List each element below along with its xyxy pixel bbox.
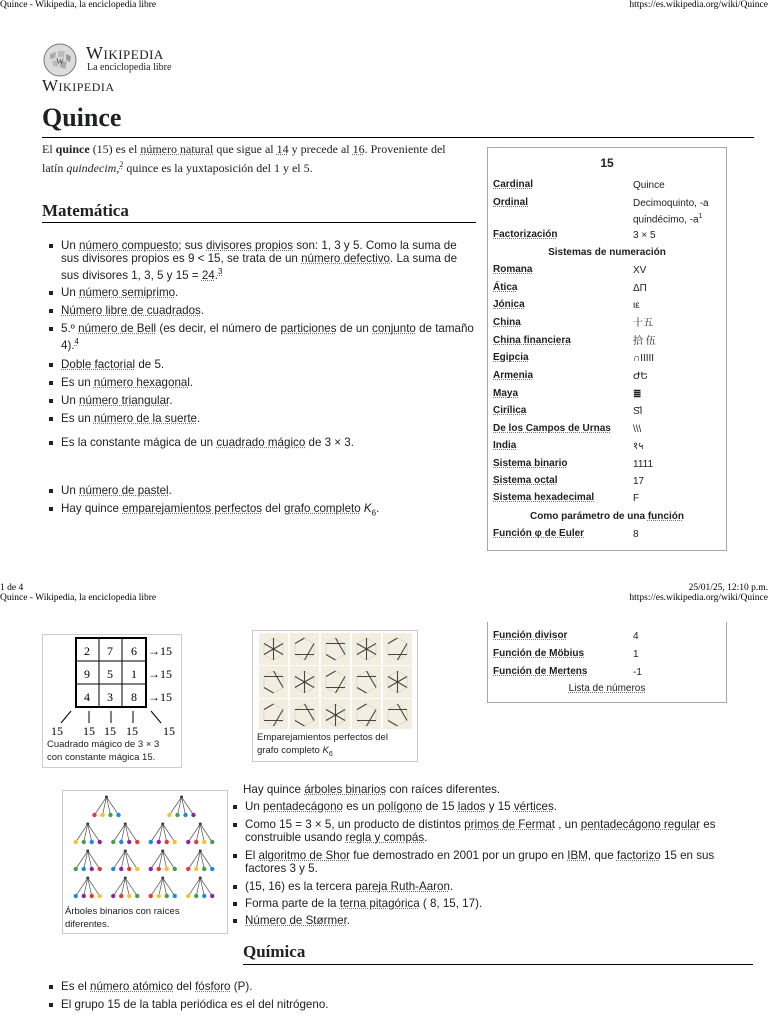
link-grafo-completo[interactable]: grafo completo xyxy=(284,501,361,515)
list-item: Un número de pastel. xyxy=(44,484,484,497)
binary-trees-caption: Árboles binarios con raíces diferentes. xyxy=(65,906,180,930)
infobox: 15 Cardinal Quince Ordinal Decimoquinto, -a quindécimo, $-a^1$ Factorización 3 × 5 Sistemas de numeración Romana XV Ática ΔΠ Jónica ιε China 十五 China financiera 拾 伍 Egipcia ∩IIIII Armenia ԺԵ Maya ≣ Cirílica Ѕ҃І De los Campos de Urnas \\\ India १५ Sistema binario 1111 Sistema octal 17 Sistema hexadecimal F Como parámetro de una función Función φ de Euler 8 xyxy=(487,147,727,551)
chem-list xyxy=(44,980,744,1011)
tree-leaf xyxy=(100,813,104,817)
list-item: Doble factorial de 5. xyxy=(44,358,484,371)
link-doble-factorial[interactable]: Doble factorial xyxy=(61,357,136,371)
magic-cell: 1 xyxy=(131,667,137,681)
tree-leaf xyxy=(194,867,198,871)
list-item: El grupo 15 de la tabla periódica es el del nitrógeno. xyxy=(44,998,744,1011)
magic-col-sum: 15 xyxy=(126,724,138,738)
page-title: Quince xyxy=(42,103,122,132)
matching-cell xyxy=(383,699,412,729)
magic-row-sum: →15 xyxy=(148,667,172,681)
tree-leaf xyxy=(167,813,171,817)
tree-leaf xyxy=(82,840,86,844)
link-emparejamientos-perfectos[interactable]: emparejamientos perfectos xyxy=(122,501,263,515)
tree-leaf xyxy=(82,894,86,898)
link-numero-semiprimo[interactable]: número semiprimo xyxy=(79,285,176,299)
tree-leaf xyxy=(119,840,123,844)
link-numero-de-la-suerte[interactable]: número de la suerte xyxy=(93,411,197,425)
link-lista-de-numeros[interactable]: Lista de números xyxy=(568,683,646,694)
link-ibm[interactable]: IBM xyxy=(567,849,588,862)
list-item: Forma parte de la terna pitagórica ( 8, 15, 17). xyxy=(228,897,748,910)
tree-leaf xyxy=(74,894,78,898)
wikipedia-tagline: La enciclopedia libre xyxy=(87,62,172,73)
trees-intro: Hay quince árboles binarios con raíces diferentes. xyxy=(243,783,501,796)
tree-leaf xyxy=(173,840,177,844)
tree-leaf xyxy=(135,894,139,898)
tree-leaf xyxy=(119,867,123,871)
magic-row-sum: →15 xyxy=(148,644,172,658)
section-divider xyxy=(243,964,753,965)
infobox-section-sistemas: Sistemas de numeración xyxy=(548,247,666,258)
tree-leaf xyxy=(92,813,96,817)
link-libre-de-cuadrados[interactable]: Número libre de cuadrados xyxy=(61,303,201,317)
print-footer-date: 25/01/25, 12:10 p.m. xyxy=(688,583,768,593)
print-header-url: https://es.wikipedia.org/wiki/Quince xyxy=(629,0,768,10)
tree-leaf xyxy=(202,867,206,871)
link-regla-y-compas[interactable]: regla y compás xyxy=(345,831,425,844)
tree-leaf xyxy=(90,894,94,898)
tree-leaf xyxy=(165,840,169,844)
list-item: Hay quince emparejamientos perfectos del grafo completo $K_6$. xyxy=(44,502,484,519)
tree-leaf xyxy=(116,813,120,817)
ref-4[interactable]: 4 xyxy=(74,336,79,346)
link-lados[interactable]: lados xyxy=(457,800,486,813)
lead-line-2: latín quindecim,$^2$ quince es la yuxtaposición del 1 y el 5. xyxy=(42,160,313,175)
link-numero-triangular[interactable]: número triangular xyxy=(79,393,170,407)
magic-col-sum: 15 xyxy=(104,724,116,738)
magic-col-sum: 15 xyxy=(51,724,63,738)
print-header-title: Quince - Wikipedia, la enciclopedia libre xyxy=(0,0,157,10)
perfect-matchings-caption: Emparejamientos perfectos del grafo completo $K_6$ xyxy=(257,732,388,758)
link-24[interactable]: 24 xyxy=(201,268,215,282)
magic-col-sum: 15 xyxy=(83,724,95,738)
perfect-matchings-figure xyxy=(252,630,418,762)
tree-leaf xyxy=(157,840,161,844)
tree-leaf xyxy=(111,840,115,844)
tree-leaf xyxy=(210,840,214,844)
list-item: El algoritmo de Shor fue demostrado en 2001 por un grupo en IBM, que factorizo 15 en sus factores 3 y 5. xyxy=(228,849,748,875)
tree-leaf xyxy=(186,840,190,844)
list-item: Es la constante mágica de un cuadrado mágico de 3 × 3. xyxy=(44,436,484,449)
magic-col-sum: 15 xyxy=(163,724,175,738)
magic-square-figure xyxy=(42,634,182,768)
tree-leaf xyxy=(127,840,131,844)
section-heading-quimica: Química xyxy=(243,942,306,961)
magic-cell: 7 xyxy=(107,644,113,658)
tree-leaf xyxy=(149,894,153,898)
link-cuadrado-magico[interactable]: cuadrado mágico xyxy=(216,435,306,449)
link-arboles-binarios[interactable]: árboles binarios xyxy=(304,783,387,796)
tree-leaf xyxy=(194,894,198,898)
magic-cell: 6 xyxy=(131,644,137,658)
tree-leaf xyxy=(82,867,86,871)
magic-cell: 3 xyxy=(107,690,113,704)
link-pentadecagono[interactable]: pentadecágono xyxy=(263,800,343,813)
lead-bold-term: quince xyxy=(55,142,90,156)
magic-cell: 4 xyxy=(84,690,90,704)
infobox-continued: Función divisor 4 Función de Möbius 1 Función de Mertens -1 Lista de números xyxy=(487,622,727,703)
link-conjunto[interactable]: conjunto xyxy=(372,321,416,335)
perfect-matchings-image[interactable] xyxy=(253,631,417,729)
wikipedia-wordmark: Wikipedia xyxy=(86,43,164,63)
list-item: Es un número de la suerte. xyxy=(44,412,484,425)
infobox-title: 15 xyxy=(600,156,614,170)
print-header-url-2: https://es.wikipedia.org/wiki/Quince xyxy=(629,593,768,603)
tree-leaf xyxy=(157,894,161,898)
tree-leaf xyxy=(191,813,195,817)
matching-cell xyxy=(290,699,319,729)
tree-leaf xyxy=(108,813,112,817)
tree-leaf xyxy=(74,867,78,871)
magic-cell: 9 xyxy=(84,667,90,681)
ref-2[interactable]: 2 xyxy=(119,160,124,169)
tree-leaf xyxy=(111,867,115,871)
math-list xyxy=(44,239,484,519)
link-16[interactable]: 16 xyxy=(352,142,365,156)
magic-row-sum: →15 xyxy=(148,690,172,704)
tree-leaf xyxy=(202,840,206,844)
tree-leaf xyxy=(183,813,187,817)
tree-leaf xyxy=(135,840,139,844)
link-divisores-propios[interactable]: divisores propios xyxy=(206,239,294,252)
list-item: (15, 16) es la tercera pareja Ruth-Aaron. xyxy=(228,880,748,893)
wikipedia-globe-icon[interactable] xyxy=(42,42,78,78)
infobox-section-funcion: Como parámetro de una función xyxy=(530,511,684,522)
svg-text:W: W xyxy=(56,57,64,66)
link-algoritmo-de-shor[interactable]: algoritmo de Shor xyxy=(258,849,351,862)
list-item: Número de Størmer. xyxy=(228,914,748,927)
lead-line-1: El quince (15) es el número natural que sigue al 14 y precede al 16. Proveniente del xyxy=(42,142,446,156)
matching-cell xyxy=(259,699,288,729)
link-numero-de-pastel[interactable]: número de pastel xyxy=(79,483,169,497)
section-divider xyxy=(42,222,476,223)
ref-3[interactable]: 3 xyxy=(217,267,223,276)
list-item: Un número compuesto; sus divisores propios son: 1, 3 y 5. Como la suma de sus divisores propios es 9 < 15, se trata de un número defectivo. La suma de sus divisores 1, 3, 5 y 15 = 24.$^3$ xyxy=(44,239,484,282)
tree-leaf xyxy=(173,867,177,871)
link-numero-atomico[interactable]: número atómico xyxy=(90,980,174,993)
number-facts-list xyxy=(228,800,748,927)
tree-leaf xyxy=(90,840,94,844)
section-heading-matematica: Matemática xyxy=(42,201,129,220)
tree-leaf xyxy=(149,867,153,871)
tree-leaf xyxy=(74,840,78,844)
link-factorizo[interactable]: factorizo xyxy=(616,849,661,862)
tree-leaf xyxy=(127,867,131,871)
magic-cell: 8 xyxy=(131,690,137,704)
tree-leaf xyxy=(98,867,102,871)
tree-leaf xyxy=(210,894,214,898)
binary-trees-figure xyxy=(62,790,228,934)
tree-leaf xyxy=(111,894,115,898)
tree-leaf xyxy=(127,894,131,898)
tree-leaf xyxy=(173,894,177,898)
tree-leaf xyxy=(98,840,102,844)
tree-leaf xyxy=(194,840,198,844)
link-fosforo[interactable]: fósforo xyxy=(195,980,231,993)
wikipedia-wordmark-secondary: Wikipedia xyxy=(42,76,115,95)
list-item: Un número triangular. xyxy=(44,394,484,407)
link-numero-compuesto[interactable]: número compuesto xyxy=(79,239,179,252)
link-poligono[interactable]: polígono xyxy=(377,800,423,813)
magic-cell: 5 xyxy=(107,667,113,681)
tree-leaf xyxy=(135,867,139,871)
print-footer-page: 1 de 4 xyxy=(0,583,24,593)
tree-leaf xyxy=(210,867,214,871)
tree-leaf xyxy=(175,813,179,817)
link-particiones[interactable]: particiones xyxy=(280,321,337,335)
link-14[interactable]: 14 xyxy=(276,142,289,156)
tree-leaf xyxy=(165,894,169,898)
list-item: Como 15 = 3 × 5, un producto de distintos primos de Fermat , un pentadecágono regular es construible usando regla y compás. xyxy=(228,818,748,844)
link-numero-natural[interactable]: número natural xyxy=(140,142,214,156)
tree-leaf xyxy=(186,894,190,898)
link-terna-pitagorica[interactable]: terna pitagórica xyxy=(339,897,420,910)
tree-leaf xyxy=(165,867,169,871)
binary-trees-image[interactable] xyxy=(63,791,227,903)
list-item: Es un número hexagonal. xyxy=(44,376,484,389)
link-primos-de-fermat[interactable]: primos de Fermat xyxy=(464,818,555,831)
list-item: Un número semiprimo. xyxy=(44,286,484,299)
link-vertices[interactable]: vértices xyxy=(513,800,554,813)
magic-square-image[interactable] xyxy=(43,635,181,739)
link-numero-hexagonal[interactable]: número hexagonal xyxy=(93,375,190,389)
list-item: Un pentadecágono es un polígono de 15 lados y 15 vértices. xyxy=(228,800,748,813)
magic-cell: 2 xyxy=(84,644,90,658)
print-header-title-2: Quince - Wikipedia, la enciclopedia libre xyxy=(0,593,157,603)
tree-leaf xyxy=(149,840,153,844)
tree-leaf xyxy=(90,867,94,871)
tree-leaf xyxy=(186,867,190,871)
title-divider xyxy=(42,137,754,138)
magic-square-caption: Cuadrado mágico de 3 × 3 con constante mágica 15. xyxy=(47,739,160,763)
link-pareja-ruth-aaron[interactable]: pareja Ruth-Aaron xyxy=(355,880,450,893)
link-numero-de-bell[interactable]: número de Bell xyxy=(78,321,157,335)
list-item: Número libre de cuadrados. xyxy=(44,304,484,317)
link-numero-defectivo[interactable]: número defectivo xyxy=(301,252,390,265)
tree-leaf xyxy=(119,894,123,898)
link-pentadecagono-regular[interactable]: pentadecágono regular xyxy=(580,818,701,831)
matching-cell xyxy=(352,699,381,729)
tree-leaf xyxy=(202,894,206,898)
tree-leaf xyxy=(98,894,102,898)
link-numero-de-stormer[interactable]: Número de Størmer xyxy=(245,914,347,927)
list-item: Es el número atómico del fósforo (P). xyxy=(44,980,744,993)
tree-leaf xyxy=(157,867,161,871)
list-item: 5.º número de Bell (es decir, el número de particiones de un conjunto de tamaño 4).$^4$ xyxy=(44,322,484,352)
